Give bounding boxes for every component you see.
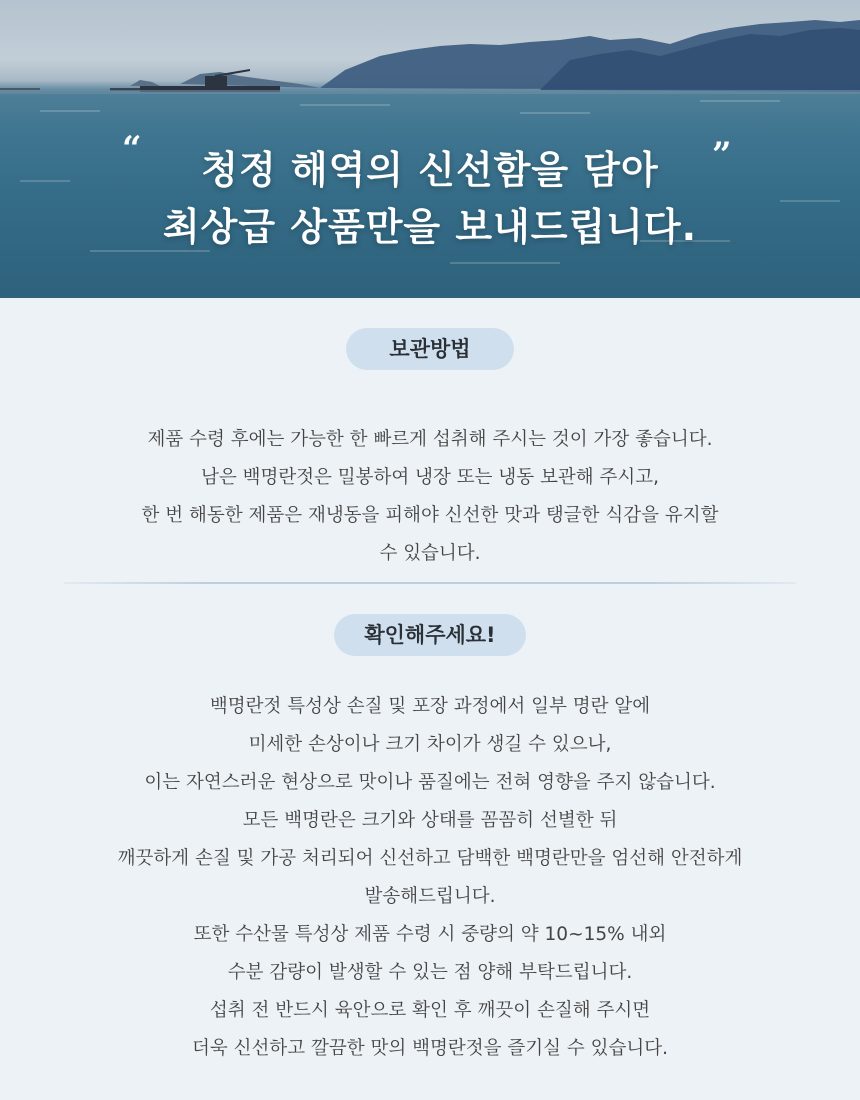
hero-headline-line-2: 최상급 상품만을 보내드립니다. xyxy=(162,205,698,249)
notice-line: 이는 자연스러운 현상으로 맛이나 품질에는 전혀 영향을 주지 않습니다. xyxy=(144,772,716,793)
notice-line: 더욱 신선하고 깔끔한 맛의 백명란젓을 즐기실 수 있습니다. xyxy=(192,1038,668,1059)
storage-line: 한 번 해동한 제품은 재냉동을 피해야 신선한 맛과 탱글한 식감을 유지할 xyxy=(141,505,719,526)
notice-line: 또한 수산물 특성상 제품 수령 시 중량의 약 10~15% 내외 xyxy=(193,924,667,945)
notice-line: 발송해드립니다. xyxy=(364,886,496,907)
open-quote-mark: “ xyxy=(122,129,142,169)
notice-line: 모든 백명란은 크기와 상태를 꼼꼼히 선별한 뒤 xyxy=(242,810,618,831)
storage-line: 남은 백명란젓은 밀봉하여 냉장 또는 냉동 보관해 주시고, xyxy=(200,467,660,488)
notice-heading-badge: 확인해주세요! xyxy=(334,614,526,656)
storage-instructions xyxy=(20,421,840,573)
notice-line: 미세한 손상이나 크기 차이가 생길 수 있으나, xyxy=(248,734,612,755)
section-divider xyxy=(64,582,796,584)
close-quote-mark: ” xyxy=(712,135,732,175)
storage-heading-badge: 보관방법 xyxy=(346,328,514,370)
notice-line: 섭취 전 반드시 육안으로 확인 후 깨끗이 손질해 주시면 xyxy=(209,1000,651,1021)
storage-line: 수 있습니다. xyxy=(379,543,481,564)
notice-line: 백명란젓 특성상 손질 및 포장 과정에서 일부 명란 알에 xyxy=(209,696,651,717)
notice-line: 깨끗하게 손질 및 가공 처리되어 신선하고 담백한 백명란만을 엄선해 안전하게 xyxy=(117,848,743,869)
storage-line: 제품 수령 후에는 가능한 한 빠르게 섭취해 주시는 것이 가장 좋습니다. xyxy=(147,429,713,450)
hero-headline-line-1: 청정 해역의 신선함을 담아 xyxy=(201,148,659,192)
hero-banner xyxy=(0,0,860,298)
notice-text xyxy=(20,688,840,1068)
notice-line: 수분 감량이 발생할 수 있는 점 양해 부탁드립니다. xyxy=(227,962,633,983)
